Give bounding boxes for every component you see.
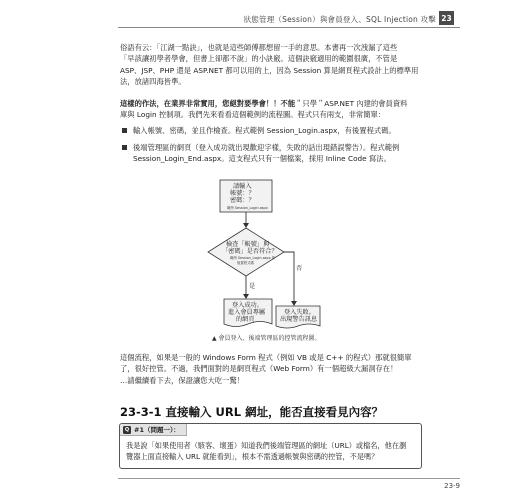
flow-arrowhead-1 [243, 223, 249, 228]
flow-arrow-no [284, 252, 294, 302]
emphasis-paragraph [120, 98, 420, 121]
flow-success-line-1: 登入成功。 [232, 302, 263, 309]
flow-decision-file-2: 後置程式碼 [237, 261, 254, 265]
flow-start-file: 範例 Session_Login.aspx [227, 206, 268, 210]
flow-success-line-2: 進入會員專屬 [228, 309, 266, 316]
page-number: 23-9 [444, 482, 460, 490]
intro-line-4: 法，放諸四海皆準。 [120, 76, 186, 86]
flow-start-line-3: 密碼：？ [230, 197, 255, 204]
running-header: 狀態管理（Session）與會員登入、SQL Injection 攻擊 [243, 15, 436, 24]
intro-line-1: 俗語有云：「江湖一點訣」，也就是這些師傅都想留一手的意思。本書再一次洩漏了這些 [120, 43, 398, 52]
flow-fail-line-1: 登入失敗。 [284, 309, 315, 316]
second-line-1: 這個流程，如果是一般的 Windows Form 程式（例如 VB 或是 C++ 的程式）那就很簡單 [120, 353, 412, 362]
bullet-square-icon [122, 128, 127, 133]
flow-arrowhead-yes [243, 294, 249, 299]
flow-decision-line-1: 檢查「帳號」與 [226, 241, 270, 248]
intro-line-2: 「早該讓初學者學會，但書上卻都不說」的小訣竅。這個訣竅適用的範圍很廣，不管是 [120, 54, 398, 64]
figure-caption: ▲ 會員登入、後端管理區的控管流程圖。 [212, 335, 321, 342]
question-tab-label: #1（問題一）： [134, 425, 180, 434]
chapter-number-badge: 23 [439, 11, 454, 25]
flow-no-label: 否 [296, 265, 303, 272]
emphasis-bold-text: 這樣的作法，在業界非常實用，您絕對要學會！！不能 [120, 99, 296, 108]
emphasis-line-2: 庫與 Login 控制項。我們先來看看這個範例的流程圖。程式只有兩支，非常簡單： [120, 110, 386, 120]
section-heading: 23-3-1 直接輸入 URL 網址，能否直接看見內容？ [120, 405, 384, 419]
bullet-text-1: 輸入帳號、密碼，並且作檢查。程式範例 Session_Login.aspx，有後置程式碼。 [133, 126, 396, 135]
emphasis-line-1 [120, 98, 420, 109]
second-line-3: …請繼續看下去，保證讓您大吃一驚！ [120, 375, 245, 385]
second-line-2: 了，很好控管。不過，我們面對的是網頁程式（Web Form）有一個超級大漏洞存在！ [120, 364, 398, 374]
flow-success-line-3: 的網頁 [236, 316, 255, 323]
question-text [126, 440, 418, 462]
bullet-item-1 [122, 125, 420, 136]
flow-decision-file-1: 範例 Session_Login.aspx 的 [230, 256, 276, 260]
intro-line-3: ASP、JSP、PHP 還是 ASP.NET 都可以用的上，因為 Session 算是網頁程式設計上的標準用 [120, 65, 419, 75]
flow-start-line-2: 帳號：？ [230, 190, 255, 197]
question-line-2: 覽器上面直接輸入 URL 就能看到」，根本不需透過帳號與密碼的控管，不是嗎？ [126, 452, 379, 461]
flow-arrowhead-no [291, 301, 297, 306]
flow-fail-line-2: 出現警告訊息 [280, 316, 318, 323]
bullet-square-icon [122, 145, 127, 150]
question-tab [120, 424, 187, 436]
intro-paragraph [120, 42, 420, 87]
second-paragraph [120, 352, 420, 386]
flow-yes-label: 是 [249, 283, 256, 290]
flow-start-line-1: 請輸入 [233, 183, 252, 190]
header-rule [118, 27, 460, 28]
flow-decision-line-2: 「密碼」是否符合？ [222, 248, 278, 255]
bullet-item-2 [122, 142, 420, 165]
footer-rule [118, 478, 460, 479]
question-line-1: 我是說「如果使用者（駭客、壞蛋）知道我們後端管理區的網址（URL）或檔名，他在瀏 [126, 441, 407, 450]
bullet-text-2: 後端管理區的網頁（登入成功就出現歡迎字樣，失敗的話出現錯誤警告）。程式範例 Session_Login_End.aspx。這支程式只有一個檔案，採用 Inline Code 寫法。 [133, 143, 400, 164]
question-box [119, 423, 422, 469]
emphasis-quote-text: ＂只學＂ASP.NET 內建的會員資料 [295, 99, 408, 108]
question-q-icon: Q [124, 426, 130, 433]
login-flowchart [180, 178, 350, 330]
